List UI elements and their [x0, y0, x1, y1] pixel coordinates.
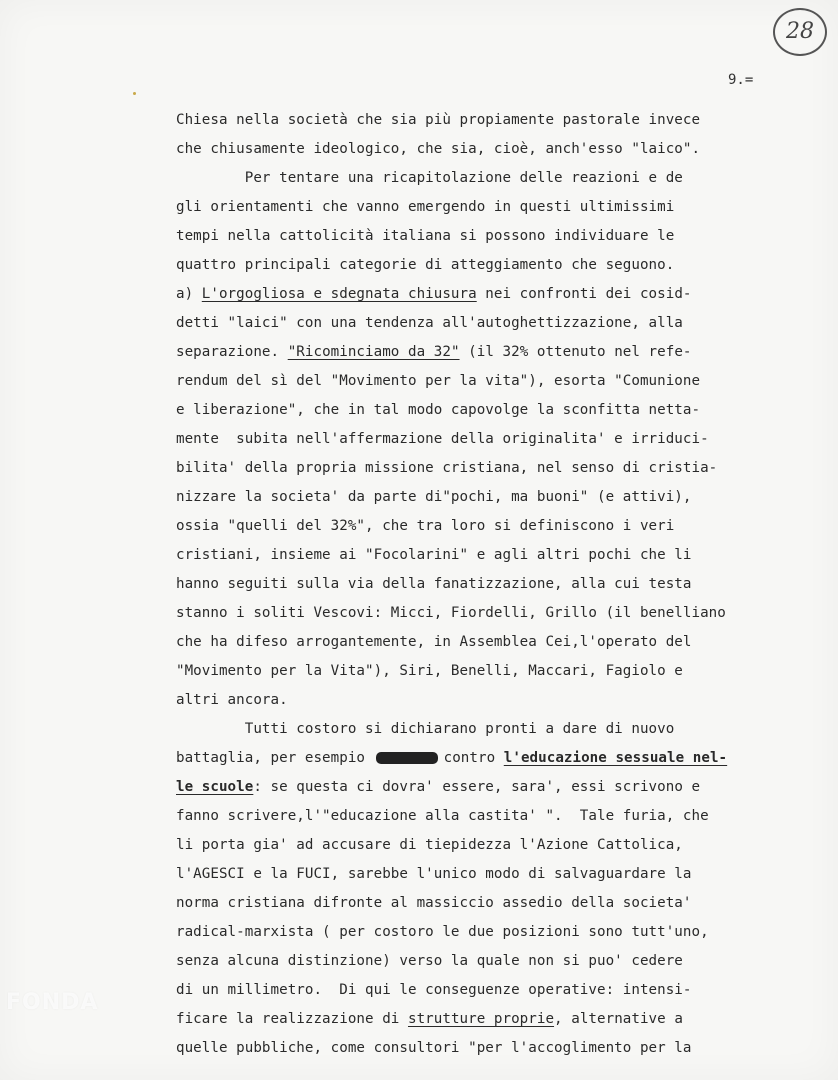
- ink-blot-redaction: [376, 752, 438, 764]
- text-line: stanno i soliti Vescovi: Micci, Fiordelli, Grillo (il benelliano: [176, 605, 726, 621]
- text-line: di un millimetro. Di qui le conseguenze operative: intensi-: [176, 982, 692, 998]
- underlined-phrase: L'orgogliosa e sdegnata chiusura: [201, 286, 477, 302]
- text-line: altri ancora.: [176, 692, 288, 708]
- text-line: bilita' della propria missione cristiana, nel senso di cristia-: [176, 460, 718, 476]
- page-stamp: [773, 8, 827, 56]
- text-line: [176, 1005, 786, 1034]
- stamp-number: 28: [786, 19, 814, 44]
- document-body: [176, 106, 786, 1063]
- text-line: fanno scrivere,l'"educazione alla castita' ". Tale furia, che: [176, 808, 709, 824]
- text-line: quattro principali categorie di atteggiamento che seguono.: [176, 257, 675, 273]
- text-segment: , alternative a: [554, 1011, 683, 1027]
- text-line: che chiusamente ideologico, che sia, cioè, anch'esso "laico".: [176, 141, 701, 157]
- text-line: tempi nella cattolicità italiana si possono individuare le: [176, 228, 675, 244]
- archive-watermark: FONDA: [6, 990, 99, 1015]
- text-segment: battaglia, per esempio: [176, 750, 374, 766]
- text-segment: nei confronti dei cosid-: [476, 286, 692, 302]
- text-line: l'AGESCI e la FUCI, sarebbe l'unico modo di salvaguardare la: [176, 866, 692, 882]
- text-line: che ha difeso arrogantemente, in Assemblea Cei,l'operato del: [176, 634, 692, 650]
- underlined-phrase: "Ricominciamo da 32": [287, 344, 460, 360]
- text-line: e liberazione", che in tal modo capovolge la sconfitta netta-: [176, 402, 701, 418]
- text-line: hanno seguiti sulla via della fanatizzazione, alla cui testa: [176, 576, 692, 592]
- text-segment: (il 32% ottenuto nel refe-: [459, 344, 692, 360]
- text-line: Chiesa nella società che sia più propiamente pastorale invece: [176, 112, 701, 128]
- text-segment: separazione.: [176, 344, 288, 360]
- text-segment: contro: [443, 750, 504, 766]
- text-line: norma cristiana difronte al massiccio assedio della societa': [176, 895, 692, 911]
- text-line: [176, 280, 786, 309]
- text-segment: : se questa ci dovra' essere, sara', essi scrivono e: [253, 779, 701, 795]
- text-line: li porta gia' ad accusare di tiepidezza l'Azione Cattolica,: [176, 837, 683, 853]
- text-line: detti "laici" con una tendenza all'autoghettizzazione, alla: [176, 315, 683, 331]
- text-line: "Movimento per la Vita"), Siri, Benelli, Maccari, Fagiolo e: [176, 663, 683, 679]
- bold-underlined-phrase: l'educazione sessuale nel-: [503, 750, 728, 766]
- text-line: cristiani, insieme ai "Focolarini" e agli altri pochi che li: [176, 547, 692, 563]
- text-line: Per tentare una ricapitolazione delle reazioni e de: [176, 170, 683, 186]
- text-line: rendum del sì del "Movimento per la vita"), esorta "Comunione: [176, 373, 701, 389]
- text-segment: a): [176, 286, 202, 302]
- text-line: [176, 773, 786, 802]
- text-line: nizzare la societa' da parte di"pochi, ma buoni" (e attivi),: [176, 489, 692, 505]
- text-line: Tutti costoro si dichiarano pronti a dare di nuovo: [176, 721, 675, 737]
- page-number: 9.=: [728, 72, 754, 88]
- text-line: quelle pubbliche, come consultori "per l'accoglimento per la: [176, 1040, 692, 1056]
- text-line: gli orientamenti che vanno emergendo in questi ultimissimi: [176, 199, 675, 215]
- text-line: ossia "quelli del 32%", che tra loro si definiscono i veri: [176, 518, 675, 534]
- text-segment: ficare la realizzazione di: [176, 1011, 408, 1027]
- text-line: radical-marxista ( per costoro le due posizioni sono tutt'uno,: [176, 924, 709, 940]
- text-line: mente subita nell'affermazione della originalita' e irriduci-: [176, 431, 709, 447]
- text-line: [176, 338, 786, 367]
- bold-underlined-phrase: le scuole: [176, 779, 254, 795]
- text-line: senza alcuna distinzione) verso la quale non si puo' cedere: [176, 953, 683, 969]
- underlined-phrase: strutture proprie: [407, 1011, 555, 1027]
- text-line: [176, 744, 786, 773]
- paper-speck: [133, 92, 136, 95]
